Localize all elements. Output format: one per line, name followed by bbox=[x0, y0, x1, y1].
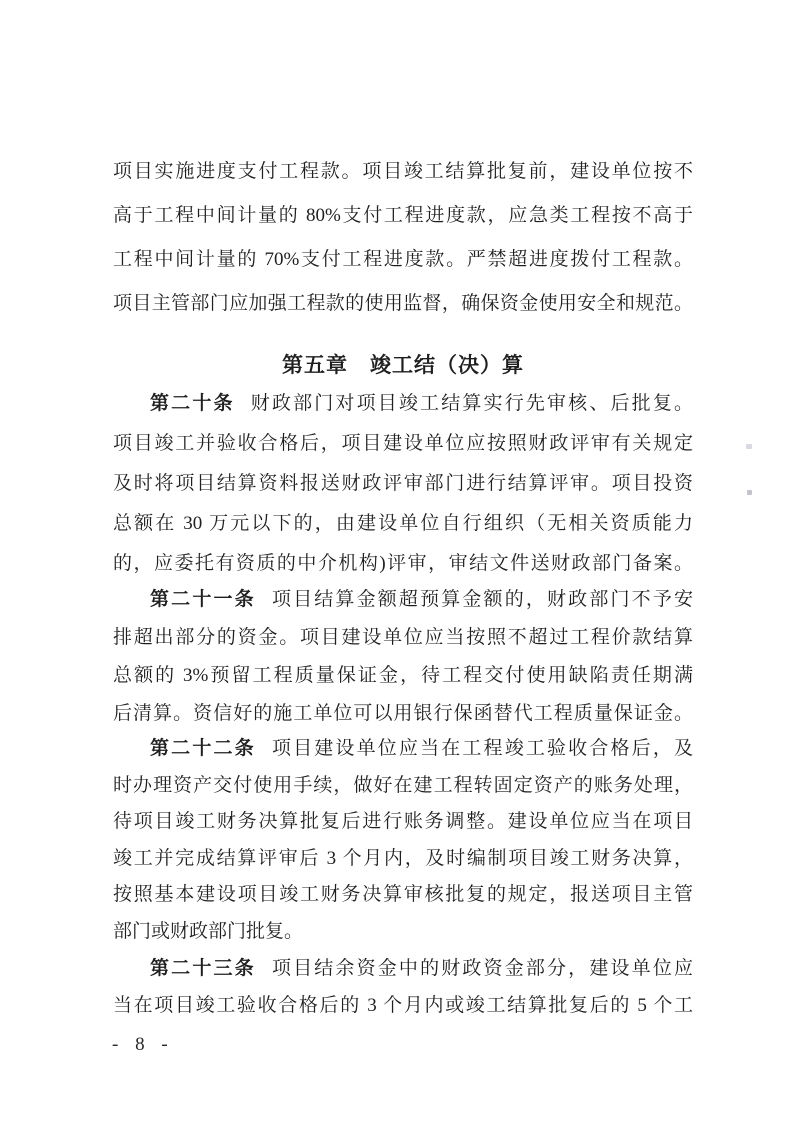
text-line: 时办理资产交付使用手续，做好在建工程转固定资产的账务处理， bbox=[113, 774, 693, 796]
text-line: 项目竣工并验收合格后，项目建设单位应按照财政评审有关规定 bbox=[113, 433, 693, 454]
text-line: 竣工并完成结算评审后 3 个月内，及时编制项目竣工财务决算， bbox=[113, 847, 693, 869]
text-line: 的，应委托有资质的中介机构)评审，审结文件送财政部门备案。 bbox=[113, 553, 693, 574]
text-line: 按照基本建设项目竣工财务决算审核批复的规定，报送项目主管 bbox=[113, 884, 693, 906]
paragraph-continuation bbox=[113, 150, 693, 326]
text-line: 总额在 30 万元以下的，由建设单位自行组织（无相关资质能力 bbox=[113, 513, 693, 534]
page-number: - 8 - bbox=[112, 1034, 174, 1055]
article-number: 第二十条 bbox=[150, 393, 235, 414]
article-number: 第二十二条 bbox=[150, 738, 256, 759]
text-line: 当在项目竣工验收合格后的 3 个月内或竣工结算批复后的 5 个工 bbox=[113, 995, 693, 1016]
article-opening-text: 财政部门对项目竣工结算实行先审核、后批复。 bbox=[250, 393, 693, 414]
text-line-short: 部门或财政部门批复。 bbox=[113, 920, 304, 942]
text-line: 排超出部分的资金。项目建设单位应当按照不超过工程价款结算 bbox=[113, 627, 693, 648]
article-first-line bbox=[113, 581, 693, 619]
text-line: 工程中间计量的 70%支付工程进度款。严禁超进度拨付工程款。 bbox=[113, 249, 693, 270]
article-first-line bbox=[113, 384, 693, 424]
text-line: 项目主管部门应加强工程款的使用监督，确保资金使用安全和规范。 bbox=[113, 293, 693, 314]
article-number: 第二十三条 bbox=[150, 958, 256, 979]
article-23 bbox=[113, 950, 693, 1024]
article-number: 第二十一条 bbox=[150, 589, 256, 610]
text-line: 及时将项目结算资料报送财政评审部门进行结算评审。项目投资 bbox=[113, 473, 693, 494]
article-opening-text: 项目结余资金中的财政资金部分，建设单位应 bbox=[271, 958, 693, 979]
article-21 bbox=[113, 581, 693, 733]
article-first-line bbox=[113, 950, 693, 987]
text-line: 高于工程中间计量的 80%支付工程进度款，应急类工程按不高于 bbox=[113, 205, 693, 226]
text-line: 后清算。资信好的施工单位可以用银行保函替代工程质量保证金。 bbox=[113, 703, 693, 724]
text-line: 待项目竣工财务决算批复后进行账务调整。建设单位应当在项目 bbox=[113, 811, 693, 833]
article-22 bbox=[113, 731, 693, 951]
article-opening-text: 项目结算金额超预算金额的，财政部门不予安 bbox=[271, 589, 693, 610]
text-line: 项目实施进度支付工程款。项目竣工结算批复前，建设单位按不 bbox=[113, 161, 693, 182]
article-20 bbox=[113, 384, 693, 584]
chapter-heading: 第五章 竣工结（决）算 bbox=[282, 354, 524, 377]
scan-artifact bbox=[746, 444, 752, 449]
scan-artifact bbox=[747, 490, 752, 495]
text-line: 总额的 3%预留工程质量保证金，待工程交付使用缺陷责任期满 bbox=[113, 665, 693, 686]
article-opening-text: 项目建设单位应当在工程竣工验收合格后，及 bbox=[271, 738, 693, 759]
article-first-line bbox=[113, 731, 693, 768]
